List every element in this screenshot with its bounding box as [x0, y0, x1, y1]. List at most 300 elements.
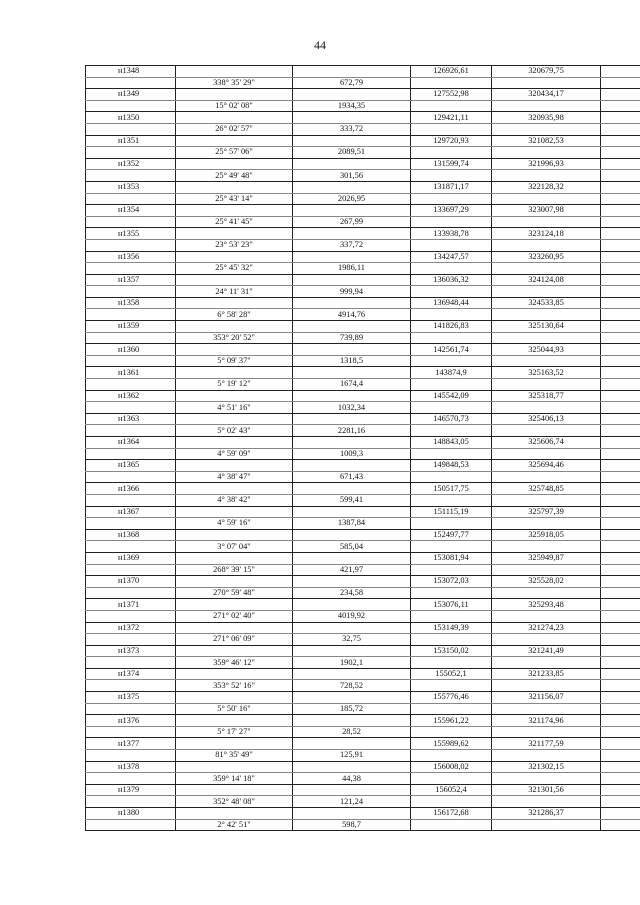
empty-cell — [411, 518, 492, 530]
segment-row — [86, 425, 640, 437]
empty-cell — [86, 193, 176, 205]
empty-cell — [411, 796, 492, 808]
empty-cell — [176, 483, 293, 495]
point-name: н1367 — [86, 506, 176, 518]
empty-cell — [601, 297, 640, 309]
empty-cell — [492, 332, 601, 344]
segment-length: 4914,76 — [293, 309, 411, 321]
direction-angle: 4° 59' 16" — [176, 518, 293, 530]
point-name: н1362 — [86, 390, 176, 402]
y-coordinate: 325748,85 — [492, 483, 601, 495]
y-coordinate: 321996,93 — [492, 158, 601, 170]
point-name: н1361 — [86, 367, 176, 379]
empty-cell — [176, 135, 293, 147]
empty-cell — [86, 286, 176, 298]
x-coordinate: 133938,78 — [411, 228, 492, 240]
empty-cell — [492, 773, 601, 785]
empty-cell — [601, 170, 640, 182]
point-row — [86, 367, 640, 379]
empty-cell — [411, 541, 492, 553]
point-name: н1369 — [86, 552, 176, 564]
empty-cell — [411, 193, 492, 205]
direction-angle: 5° 50' 16" — [176, 703, 293, 715]
empty-cell — [601, 657, 640, 669]
empty-cell — [601, 437, 640, 449]
empty-cell — [293, 552, 411, 564]
point-row — [86, 483, 640, 495]
empty-cell — [601, 425, 640, 437]
point-name: н1348 — [86, 66, 176, 78]
x-coordinate: 136036,32 — [411, 274, 492, 286]
empty-cell — [293, 715, 411, 727]
segment-length: 185,72 — [293, 703, 411, 715]
segment-row — [86, 494, 640, 506]
y-coordinate: 325528,02 — [492, 576, 601, 588]
empty-cell — [86, 773, 176, 785]
x-coordinate: 131599,74 — [411, 158, 492, 170]
segment-row — [86, 610, 640, 622]
empty-cell — [176, 413, 293, 425]
segment-length: 4019,92 — [293, 610, 411, 622]
x-coordinate: 149848,53 — [411, 460, 492, 472]
empty-cell — [176, 506, 293, 518]
x-coordinate: 127552,98 — [411, 89, 492, 101]
empty-cell — [293, 181, 411, 193]
empty-cell — [176, 622, 293, 634]
segment-length: 44,38 — [293, 773, 411, 785]
empty-cell — [86, 634, 176, 646]
point-row — [86, 460, 640, 472]
direction-angle: 338° 35' 29" — [176, 77, 293, 89]
x-coordinate: 155961,22 — [411, 715, 492, 727]
segment-length: 598,7 — [293, 819, 411, 831]
x-coordinate: 156052,4 — [411, 784, 492, 796]
empty-cell — [601, 355, 640, 367]
empty-cell — [86, 147, 176, 159]
point-row — [86, 321, 640, 333]
point-name: н1354 — [86, 205, 176, 217]
page-number: 44 — [314, 38, 326, 52]
segment-row — [86, 309, 640, 321]
segment-row — [86, 263, 640, 275]
empty-cell — [601, 309, 640, 321]
point-row — [86, 506, 640, 518]
point-row — [86, 668, 640, 680]
point-row — [86, 761, 640, 773]
segment-row — [86, 379, 640, 391]
x-coordinate: 153076,11 — [411, 599, 492, 611]
direction-angle: 3° 07' 04" — [176, 541, 293, 553]
empty-cell — [411, 147, 492, 159]
point-name: н1352 — [86, 158, 176, 170]
empty-cell — [492, 587, 601, 599]
segment-row — [86, 170, 640, 182]
direction-angle: 26° 02' 57" — [176, 123, 293, 135]
empty-cell — [601, 680, 640, 692]
empty-cell — [176, 437, 293, 449]
empty-cell — [601, 587, 640, 599]
segment-length: 672,79 — [293, 77, 411, 89]
empty-cell — [293, 112, 411, 124]
empty-cell — [601, 77, 640, 89]
segment-length: 234,58 — [293, 587, 411, 599]
empty-cell — [293, 66, 411, 78]
direction-angle: 25° 57' 06" — [176, 147, 293, 159]
empty-cell — [601, 181, 640, 193]
empty-cell — [176, 738, 293, 750]
empty-cell — [601, 89, 640, 101]
empty-cell — [601, 413, 640, 425]
empty-cell — [601, 703, 640, 715]
point-row — [86, 228, 640, 240]
segment-row — [86, 564, 640, 576]
point-row — [86, 297, 640, 309]
x-coordinate: 145542,09 — [411, 390, 492, 402]
empty-cell — [492, 819, 601, 831]
empty-cell — [601, 552, 640, 564]
empty-cell — [492, 402, 601, 414]
segment-row — [86, 634, 640, 646]
empty-cell — [411, 657, 492, 669]
empty-cell — [411, 286, 492, 298]
point-name: н1351 — [86, 135, 176, 147]
segment-row — [86, 100, 640, 112]
empty-cell — [86, 494, 176, 506]
empty-cell — [86, 796, 176, 808]
point-name: н1350 — [86, 112, 176, 124]
point-row — [86, 808, 640, 820]
point-row — [86, 344, 640, 356]
empty-cell — [601, 622, 640, 634]
direction-angle: 5° 09' 37" — [176, 355, 293, 367]
direction-angle: 25° 41' 45" — [176, 216, 293, 228]
point-row — [86, 715, 640, 727]
segment-row — [86, 239, 640, 251]
empty-cell — [176, 668, 293, 680]
empty-cell — [492, 355, 601, 367]
empty-cell — [293, 228, 411, 240]
point-name: н1376 — [86, 715, 176, 727]
point-name: н1353 — [86, 181, 176, 193]
direction-angle: 81° 35' 49" — [176, 750, 293, 762]
empty-cell — [492, 448, 601, 460]
empty-cell — [176, 808, 293, 820]
empty-cell — [176, 297, 293, 309]
empty-cell — [492, 309, 601, 321]
empty-cell — [492, 425, 601, 437]
empty-cell — [176, 251, 293, 263]
direction-angle: 25° 49' 48" — [176, 170, 293, 182]
y-coordinate: 325606,74 — [492, 437, 601, 449]
point-row — [86, 552, 640, 564]
x-coordinate: 151115,19 — [411, 506, 492, 518]
segment-row — [86, 193, 640, 205]
point-row — [86, 413, 640, 425]
point-row — [86, 738, 640, 750]
x-coordinate: 133697,29 — [411, 205, 492, 217]
segment-length: 1902,1 — [293, 657, 411, 669]
empty-cell — [293, 135, 411, 147]
empty-cell — [86, 379, 176, 391]
empty-cell — [86, 726, 176, 738]
empty-cell — [293, 576, 411, 588]
empty-cell — [601, 494, 640, 506]
point-name: н1366 — [86, 483, 176, 495]
empty-cell — [601, 576, 640, 588]
empty-cell — [86, 750, 176, 762]
segment-length: 1387,84 — [293, 518, 411, 530]
empty-cell — [492, 610, 601, 622]
empty-cell — [601, 332, 640, 344]
empty-cell — [492, 634, 601, 646]
empty-cell — [601, 808, 640, 820]
segment-row — [86, 471, 640, 483]
segment-row — [86, 448, 640, 460]
empty-cell — [601, 321, 640, 333]
segment-length: 32,75 — [293, 634, 411, 646]
point-row — [86, 205, 640, 217]
y-coordinate: 321174,96 — [492, 715, 601, 727]
empty-cell — [86, 703, 176, 715]
y-coordinate: 323007,98 — [492, 205, 601, 217]
coordinates-table — [85, 65, 640, 831]
empty-cell — [601, 228, 640, 240]
empty-cell — [601, 750, 640, 762]
empty-cell — [601, 564, 640, 576]
empty-cell — [293, 89, 411, 101]
empty-cell — [492, 726, 601, 738]
point-row — [86, 784, 640, 796]
segment-row — [86, 518, 640, 530]
point-name: н1355 — [86, 228, 176, 240]
empty-cell — [411, 239, 492, 251]
empty-cell — [601, 715, 640, 727]
y-coordinate: 325293,48 — [492, 599, 601, 611]
empty-cell — [492, 379, 601, 391]
empty-cell — [411, 819, 492, 831]
empty-cell — [411, 634, 492, 646]
point-row — [86, 692, 640, 704]
empty-cell — [601, 634, 640, 646]
empty-cell — [411, 402, 492, 414]
empty-cell — [492, 518, 601, 530]
empty-cell — [601, 367, 640, 379]
x-coordinate: 155989,62 — [411, 738, 492, 750]
point-row — [86, 135, 640, 147]
empty-cell — [601, 100, 640, 112]
direction-angle: 4° 38' 47" — [176, 471, 293, 483]
segment-length: 728,52 — [293, 680, 411, 692]
empty-cell — [86, 123, 176, 135]
x-coordinate: 129421,11 — [411, 112, 492, 124]
y-coordinate: 321274,23 — [492, 622, 601, 634]
empty-cell — [176, 784, 293, 796]
empty-cell — [176, 274, 293, 286]
empty-cell — [601, 773, 640, 785]
segment-length: 1318,5 — [293, 355, 411, 367]
empty-cell — [411, 379, 492, 391]
empty-cell — [176, 715, 293, 727]
direction-angle: 23° 53' 23" — [176, 239, 293, 251]
point-name: н1349 — [86, 89, 176, 101]
empty-cell — [293, 738, 411, 750]
direction-angle: 5° 19' 12" — [176, 379, 293, 391]
direction-angle: 271° 02' 40" — [176, 610, 293, 622]
segment-row — [86, 680, 640, 692]
empty-cell — [601, 286, 640, 298]
direction-angle: 270° 59' 48" — [176, 587, 293, 599]
point-name: н1368 — [86, 529, 176, 541]
point-name: н1377 — [86, 738, 176, 750]
y-coordinate: 321177,59 — [492, 738, 601, 750]
segment-length: 585,04 — [293, 541, 411, 553]
point-row — [86, 599, 640, 611]
point-name: н1363 — [86, 413, 176, 425]
empty-cell — [492, 564, 601, 576]
y-coordinate: 325130,64 — [492, 321, 601, 333]
empty-cell — [293, 808, 411, 820]
empty-cell — [176, 529, 293, 541]
x-coordinate: 148843,05 — [411, 437, 492, 449]
y-coordinate: 321241,49 — [492, 645, 601, 657]
empty-cell — [411, 680, 492, 692]
empty-cell — [601, 274, 640, 286]
direction-angle: 4° 38' 42" — [176, 494, 293, 506]
point-row — [86, 112, 640, 124]
direction-angle: 268° 39' 15" — [176, 564, 293, 576]
y-coordinate: 321082,53 — [492, 135, 601, 147]
direction-angle: 6° 58' 28" — [176, 309, 293, 321]
segment-row — [86, 796, 640, 808]
empty-cell — [601, 610, 640, 622]
x-coordinate: 155776,46 — [411, 692, 492, 704]
empty-cell — [86, 332, 176, 344]
empty-cell — [86, 425, 176, 437]
segment-length: 1986,11 — [293, 263, 411, 275]
segment-length: 333,72 — [293, 123, 411, 135]
empty-cell — [293, 645, 411, 657]
empty-cell — [293, 599, 411, 611]
y-coordinate: 321301,56 — [492, 784, 601, 796]
empty-cell — [492, 193, 601, 205]
x-coordinate: 143874,9 — [411, 367, 492, 379]
empty-cell — [411, 610, 492, 622]
empty-cell — [601, 205, 640, 217]
empty-cell — [86, 77, 176, 89]
x-coordinate: 150517,75 — [411, 483, 492, 495]
segment-row — [86, 726, 640, 738]
point-row — [86, 622, 640, 634]
point-row — [86, 437, 640, 449]
empty-cell — [86, 564, 176, 576]
empty-cell — [411, 425, 492, 437]
segment-length: 599,41 — [293, 494, 411, 506]
point-name: н1364 — [86, 437, 176, 449]
empty-cell — [601, 692, 640, 704]
segment-length: 337,72 — [293, 239, 411, 251]
empty-cell — [492, 147, 601, 159]
direction-angle: 5° 02' 43" — [176, 425, 293, 437]
point-name: н1379 — [86, 784, 176, 796]
empty-cell — [601, 402, 640, 414]
point-row — [86, 66, 640, 78]
y-coordinate: 320679,75 — [492, 66, 601, 78]
empty-cell — [601, 599, 640, 611]
x-coordinate: 134247,57 — [411, 251, 492, 263]
empty-cell — [601, 819, 640, 831]
empty-cell — [411, 263, 492, 275]
empty-cell — [601, 541, 640, 553]
segment-length: 28,52 — [293, 726, 411, 738]
point-name: н1359 — [86, 321, 176, 333]
empty-cell — [601, 216, 640, 228]
empty-cell — [492, 263, 601, 275]
empty-cell — [601, 645, 640, 657]
empty-cell — [293, 784, 411, 796]
empty-cell — [601, 761, 640, 773]
x-coordinate: 136948,44 — [411, 297, 492, 309]
empty-cell — [293, 251, 411, 263]
direction-angle: 25° 45' 32" — [176, 263, 293, 275]
x-coordinate: 131871,17 — [411, 181, 492, 193]
x-coordinate: 153081,94 — [411, 552, 492, 564]
empty-cell — [176, 66, 293, 78]
empty-cell — [601, 239, 640, 251]
segment-length: 2281,16 — [293, 425, 411, 437]
x-coordinate: 129720,93 — [411, 135, 492, 147]
empty-cell — [293, 460, 411, 472]
point-row — [86, 274, 640, 286]
empty-cell — [86, 610, 176, 622]
empty-cell — [86, 448, 176, 460]
empty-cell — [601, 738, 640, 750]
segment-length: 999,94 — [293, 286, 411, 298]
direction-angle: 353° 52' 16" — [176, 680, 293, 692]
segment-row — [86, 402, 640, 414]
y-coordinate: 321302,15 — [492, 761, 601, 773]
empty-cell — [86, 657, 176, 669]
segment-length: 2089,51 — [293, 147, 411, 159]
point-row — [86, 89, 640, 101]
direction-angle: 5° 17' 27" — [176, 726, 293, 738]
direction-angle: 24° 11' 31" — [176, 286, 293, 298]
empty-cell — [411, 564, 492, 576]
empty-cell — [86, 263, 176, 275]
empty-cell — [176, 552, 293, 564]
direction-angle: 359° 46' 12" — [176, 657, 293, 669]
x-coordinate: 153072,03 — [411, 576, 492, 588]
empty-cell — [601, 471, 640, 483]
empty-cell — [492, 494, 601, 506]
empty-cell — [601, 147, 640, 159]
direction-angle: 25° 43' 14" — [176, 193, 293, 205]
empty-cell — [86, 819, 176, 831]
x-coordinate: 146570,73 — [411, 413, 492, 425]
empty-cell — [601, 390, 640, 402]
empty-cell — [601, 483, 640, 495]
y-coordinate: 325694,46 — [492, 460, 601, 472]
empty-cell — [411, 471, 492, 483]
empty-cell — [176, 645, 293, 657]
point-name: н1371 — [86, 599, 176, 611]
point-name: н1356 — [86, 251, 176, 263]
empty-cell — [293, 692, 411, 704]
empty-cell — [293, 205, 411, 217]
segment-row — [86, 123, 640, 135]
segment-length: 121,24 — [293, 796, 411, 808]
empty-cell — [601, 379, 640, 391]
y-coordinate: 325918,05 — [492, 529, 601, 541]
